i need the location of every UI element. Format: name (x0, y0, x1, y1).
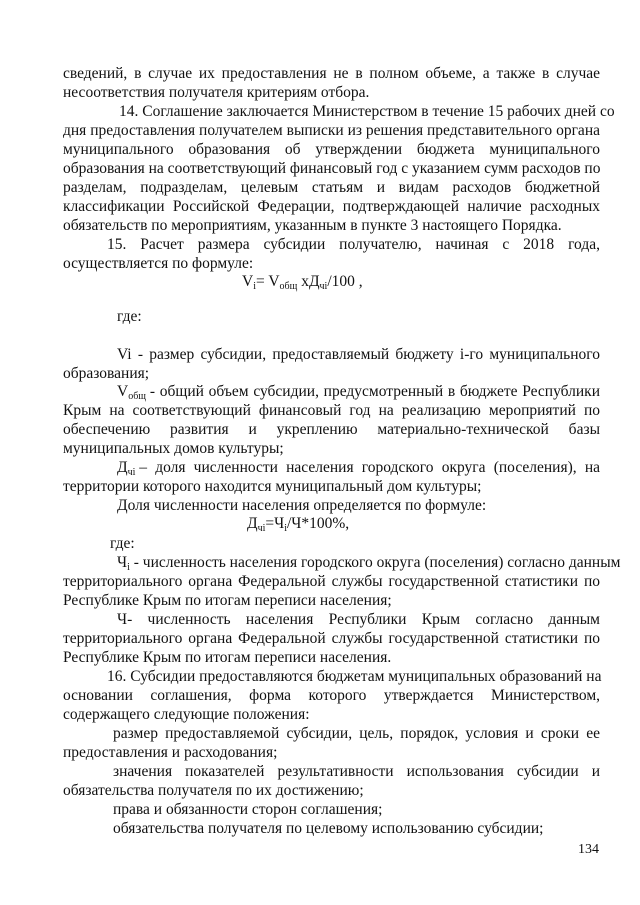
text-line: обязательств по мероприятиям, указанным в пункте 3 настоящего Порядка. (63, 217, 562, 234)
text-line: территориального органа Федеральной службы государственной статистики по (63, 630, 600, 647)
text-line: размер предоставляемой субсидии, цель, порядок, условия и сроки ее (113, 725, 600, 742)
text-line: предоставления и расходования; (63, 744, 278, 761)
text-line: территории которого находится муниципальный дом культуры; (63, 478, 482, 495)
text-line: основании соглашения, форма которого утверждается Министерством, (63, 687, 600, 704)
text-line: Республике Крым по итогам переписи населения; (63, 592, 392, 609)
text-line: права и обязанности сторон соглашения; (113, 801, 383, 818)
text-line: Доля численности населения определяется по формуле: (117, 497, 487, 514)
text-line: сведений, в случае их предоставления не в полном объеме, а также в случае (63, 65, 600, 82)
text-line: дня предоставления получателем выписки из решения представительного органа (63, 122, 600, 139)
text-line: территориального органа Федеральной службы государственной статистики по (63, 573, 600, 590)
text-line: муниципального образования об утверждении бюджета муниципального (63, 141, 600, 158)
text-line: образования на соответствующий финансовый год с указанием сумм расходов по (63, 160, 601, 177)
text-line: обязательства получателя по их достижению; (63, 782, 364, 799)
text-line: Ч- численность населения Республики Крым согласно данным (117, 611, 600, 628)
formula-population-share: $Д_{чi}=Ч_i/Ч*100\%$, (247, 515, 350, 534)
text-line: осуществляется по формуле: (63, 255, 254, 272)
text-line: муниципальных домов культуры; (63, 440, 284, 457)
text-line: образования; (63, 365, 150, 382)
text-line: обязательства получателя по целевому использованию субсидии; (113, 820, 544, 837)
text-line: значения показателей результативности использования субсидии и (113, 763, 600, 780)
where-label: где: (117, 308, 142, 325)
text-line: классификации Российской Федерации, подтверждающей наличие расходных (63, 198, 600, 215)
text-line: $V_{общ}$ - общий объем субсидии, предусмотренный в бюджете Республики (117, 383, 600, 402)
text-line: Республике Крым по итогам переписи населения. (63, 649, 392, 666)
page-number: 134 (578, 842, 599, 857)
text-line: несоответствия получателя критериям отбора. (63, 84, 370, 101)
text-line: 16. Субсидии предоставляются бюджетам муниципальных образований на (107, 668, 602, 685)
where-label: где: (110, 535, 135, 552)
text-line: обеспечению развития и укреплению материально-технической базы (63, 421, 600, 438)
text-line: содержащего следующие положения: (63, 706, 310, 723)
text-line: 15. Расчет размера субсидии получателю, начиная с 2018 года, (107, 236, 600, 253)
text-line: 14. Соглашение заключается Министерством в течение 15 рабочих дней со (119, 103, 615, 120)
text-line: $Д_{чi}$ – доля численности населения городского округа (поселения), на (117, 459, 600, 478)
text-line: Vi - размер субсидии, предоставляемый бюджету i-го муниципального (117, 346, 600, 363)
text-line: Крым на соответствующий финансовый год на реализацию мероприятий по (63, 402, 600, 419)
text-line: $Ч_i$ - численность населения городского округа (поселения) согласно данным (117, 554, 621, 573)
text-line: разделам, подразделам, целевым статьям и видам расходов бюджетной (63, 179, 600, 196)
formula-subsidy-size: $V_i= V_{общ}$ $хД_{чi}/100$ , (242, 273, 363, 292)
